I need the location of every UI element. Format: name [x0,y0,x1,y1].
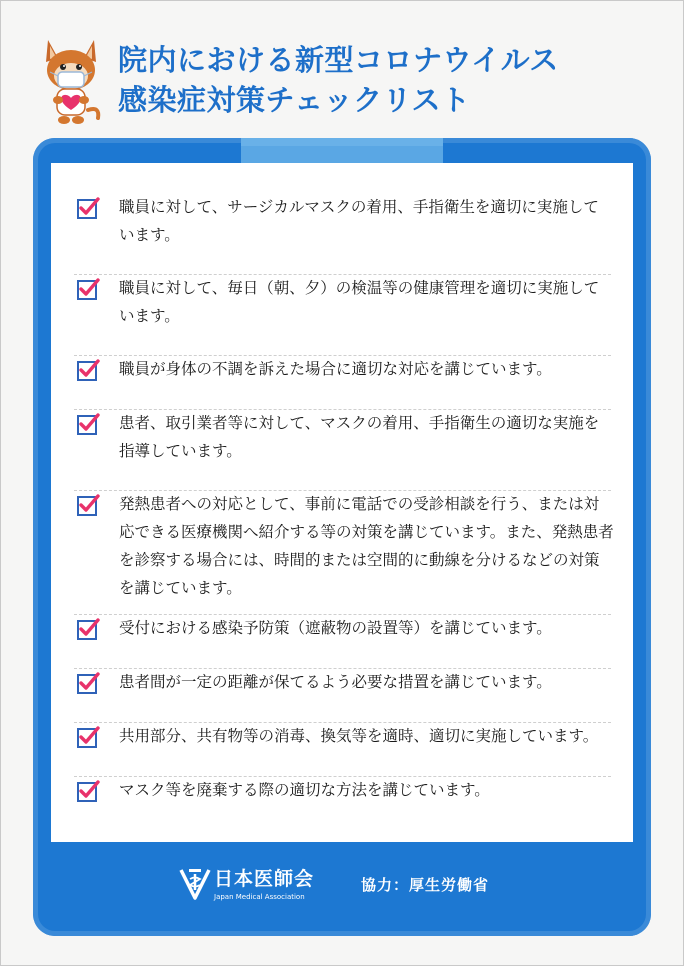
cooperation-credit: 協力：厚生労働省 [361,876,490,894]
page-title [118,40,559,120]
checklist-item [74,776,611,830]
checked-checkbox-icon [77,277,100,300]
organization-name-english: Japan Medical Association [214,893,305,901]
checked-checkbox-icon [77,358,100,381]
dog-mascot-icon [36,32,106,126]
checklist-item-text: 職員に対して、毎日（朝、夕）の検温等の健康管理を適切に実施しています。 [119,279,600,325]
checklist-item-text: 発熱患者への対応として、事前に電話での受診相談を行う、または対応できる医療機関へ紹介する等の対策を講じています。また、発熱患者を診察する場合には、時間的または空間的に動線を分けるなどの対策を講じています。 [119,495,614,597]
checked-checkbox-icon [77,779,100,802]
organization-name: 日本医師会 [214,868,315,890]
clipboard-clip-top [241,138,443,146]
checklist-sheet [51,163,633,842]
checklist-item-text: マスク等を廃棄する際の適切な方法を講じています。 [119,781,490,799]
title-line-1: 院内における新型コロナウイルス [118,43,559,77]
checklist-item [74,614,611,669]
checklist-item [74,722,611,777]
checklist-item-text: 職員に対して、サージカルマスクの着用、手指衛生を適切に実施しています。 [119,198,599,244]
checklist-item-text: 患者間が一定の距離が保てるよう必要な措置を講じています。 [119,673,552,691]
title-line-2: 感染症対策チェックリスト [118,83,471,117]
checklist-item-text: 受付における感染予防策（遮蔽物の設置等）を講じています。 [119,619,552,637]
checklist-item [74,274,611,356]
checklist-item [74,490,614,615]
checklist-item [74,193,611,275]
japan-medical-association-logo-icon [178,866,212,902]
checked-checkbox-icon [77,412,100,435]
checked-checkbox-icon [77,493,100,516]
checklist-item-text: 職員が身体の不調を訴えた場合に適切な対応を講じています。 [119,360,552,378]
checklist-item [74,355,611,410]
checklist-item [74,409,611,491]
checked-checkbox-icon [77,725,100,748]
checked-checkbox-icon [77,196,100,219]
checklist-item-text: 患者、取引業者等に対して、マスクの着用、手指衛生の適切な実施を指導しています。 [119,414,600,460]
checklist-item-text: 共用部分、共有物等の消毒、換気等を適時、適切に実施しています。 [119,727,599,745]
checked-checkbox-icon [77,617,100,640]
checked-checkbox-icon [77,671,100,694]
checklist-item [74,668,611,723]
